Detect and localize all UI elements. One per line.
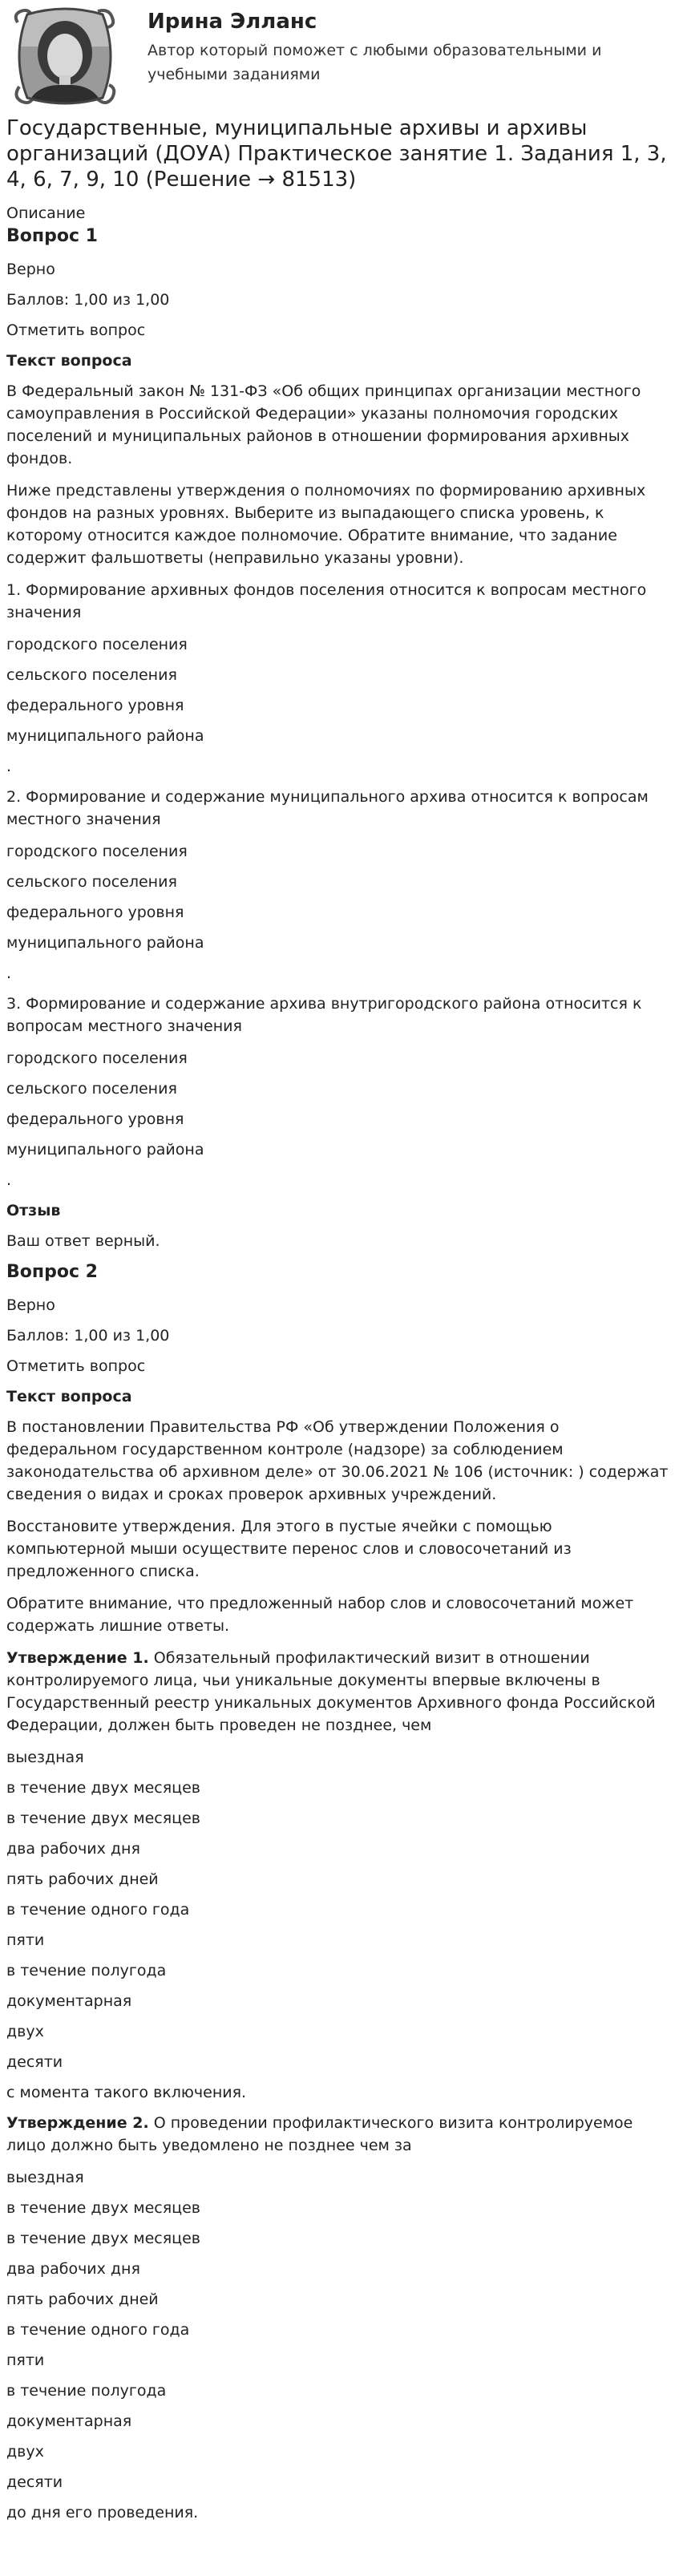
- answer-option[interactable]: городского поселения: [6, 636, 188, 653]
- item-end-dot: .: [6, 1171, 12, 1189]
- document-title: Государственные, муниципальные архивы и архивы организаций (ДОУА) Практическое занятие 1. Задания 1, 3, 4, 6, 7, 9, 10 (Решение → 81513): [6, 116, 667, 192]
- drag-option[interactable]: пяти: [6, 1931, 45, 1949]
- drag-option[interactable]: в течение двух месяцев: [6, 1810, 200, 1827]
- drag-option[interactable]: выездная: [6, 2169, 84, 2186]
- drag-option[interactable]: пяти: [6, 2352, 45, 2369]
- question-score: Баллов: 1,00 из 1,00: [6, 291, 170, 309]
- drag-option[interactable]: в течение одного года: [6, 1901, 190, 1919]
- answer-option[interactable]: федерального уровня: [6, 904, 184, 921]
- drag-option[interactable]: два рабочих дня: [6, 1840, 140, 1858]
- question-2: [6, 1260, 673, 2524]
- statement-1: [6, 1647, 673, 1737]
- drag-option[interactable]: пять рабочих дней: [6, 2291, 159, 2308]
- author-avatar: [11, 6, 119, 106]
- statement-label: Утверждение 1.: [6, 1649, 149, 1667]
- question-status: Верно: [6, 1296, 55, 1314]
- question-item: 2. Формирование и содержание муниципального архива относится к вопросам местного значения: [6, 788, 649, 828]
- question-intro: В Федеральный закон № 131-ФЗ «Об общих принципах организации местного самоуправления в Российской Федерации» указаны полномочия городских поселений и муниципальных районов в отношении формирования архивных фондов.: [6, 382, 641, 467]
- feedback-text: Ваш ответ верный.: [6, 1232, 160, 1250]
- answer-option[interactable]: городского поселения: [6, 1049, 188, 1067]
- description-label: Описание: [6, 204, 86, 222]
- answer-option[interactable]: сельского поселения: [6, 1080, 177, 1098]
- statement-2: [6, 2112, 673, 2157]
- statement-ending: с момента такого включения.: [6, 2084, 247, 2101]
- drag-option[interactable]: пять рабочих дней: [6, 1870, 159, 1888]
- drag-option[interactable]: в течение двух месяцев: [6, 2230, 200, 2247]
- drag-option[interactable]: в течение одного года: [6, 2321, 190, 2339]
- statement-text: Обязательный профилактический визит в отношении контролируемого лица, чьи уникальные документы впервые включены в Государственный реестр уникальных документов Архивного фонда Российской Федерации, должен быть проведен не позднее, чем: [6, 1649, 656, 1734]
- drag-option[interactable]: двух: [6, 2443, 44, 2461]
- drag-option[interactable]: в течение двух месяцев: [6, 2199, 200, 2217]
- answer-option[interactable]: федерального уровня: [6, 1110, 184, 1128]
- question-score: Баллов: 1,00 из 1,00: [6, 1327, 170, 1345]
- question-note: Обратите внимание, что предложенный набор слов и словосочетаний может содержать лишние ответы.: [6, 1595, 634, 1635]
- question-instruction: Ниже представлены утверждения о полномочиях по формированию архивных фондов на разных уровнях. Выберите из выпадающего списка уровень, к которому относится каждое полномочие. Обратите внимание, что задание содержит фальшответы (неправильно указаны уровни).: [6, 482, 646, 567]
- question-item: 3. Формирование и содержание архива внутригородского района относится к вопросам местного значения: [6, 995, 642, 1035]
- drag-option[interactable]: выездная: [6, 1749, 84, 1766]
- question-heading: Вопрос 1: [6, 226, 98, 246]
- drag-option[interactable]: документарная: [6, 1992, 132, 2010]
- drag-option[interactable]: в течение полугода: [6, 1962, 167, 1980]
- drag-option[interactable]: в течение двух месяцев: [6, 1779, 200, 1797]
- drag-option[interactable]: два рабочих дня: [6, 2260, 140, 2278]
- question-1: [6, 224, 673, 1252]
- answer-option[interactable]: федерального уровня: [6, 697, 184, 714]
- question-status: Верно: [6, 261, 55, 278]
- question-instruction: Восстановите утверждения. Для этого в пустые ячейки с помощью компьютерной мыши осуществите перенос слов и словосочетаний из предложенного списка.: [6, 1518, 572, 1580]
- statement-ending: до дня его проведения.: [6, 2504, 199, 2521]
- question-heading: Вопрос 2: [6, 1262, 98, 1282]
- feedback-label: Отзыв: [6, 1202, 61, 1219]
- drag-option[interactable]: десяти: [6, 2053, 63, 2071]
- drag-option[interactable]: двух: [6, 2023, 44, 2040]
- answer-option[interactable]: городского поселения: [6, 843, 188, 860]
- author-description: Автор который поможет с любыми образовательными и учебными заданиями: [148, 42, 602, 83]
- author-name: Ирина Элланс: [148, 10, 317, 34]
- item-end-dot: .: [6, 964, 12, 982]
- statement-label: Утверждение 2.: [6, 2114, 149, 2132]
- statement-text: О проведении профилактического визита контролируемое лицо должно быть уведомлено не позднее чем за: [6, 2114, 633, 2154]
- drag-option[interactable]: десяти: [6, 2473, 63, 2491]
- main-content: [0, 115, 679, 2524]
- drag-option[interactable]: документарная: [6, 2412, 132, 2430]
- question-item: 1. Формирование архивных фондов поселения относится к вопросам местного значения: [6, 581, 647, 621]
- author-header: [0, 0, 679, 112]
- flag-question-link[interactable]: Отметить вопрос: [6, 1357, 146, 1375]
- answer-option[interactable]: муниципального района: [6, 1141, 204, 1159]
- question-intro: В постановлении Правительства РФ «Об утверждении Положения о федеральном государственном контроле (надзоре) за соблюдением законодательства об архивном деле» от 30.06.2021 № 106 (источник: ) содержат сведения о видах и сроках проверок архивных учреждений.: [6, 1418, 669, 1503]
- flag-question-link[interactable]: Отметить вопрос: [6, 321, 146, 339]
- answer-option[interactable]: сельского поселения: [6, 666, 177, 684]
- question-text-label: Текст вопроса: [6, 352, 132, 370]
- answer-option[interactable]: сельского поселения: [6, 873, 177, 891]
- item-end-dot: .: [6, 758, 12, 775]
- question-text-label: Текст вопроса: [6, 1388, 132, 1405]
- drag-option[interactable]: в течение полугода: [6, 2382, 167, 2400]
- answer-option[interactable]: муниципального района: [6, 727, 204, 745]
- answer-option[interactable]: муниципального района: [6, 934, 204, 952]
